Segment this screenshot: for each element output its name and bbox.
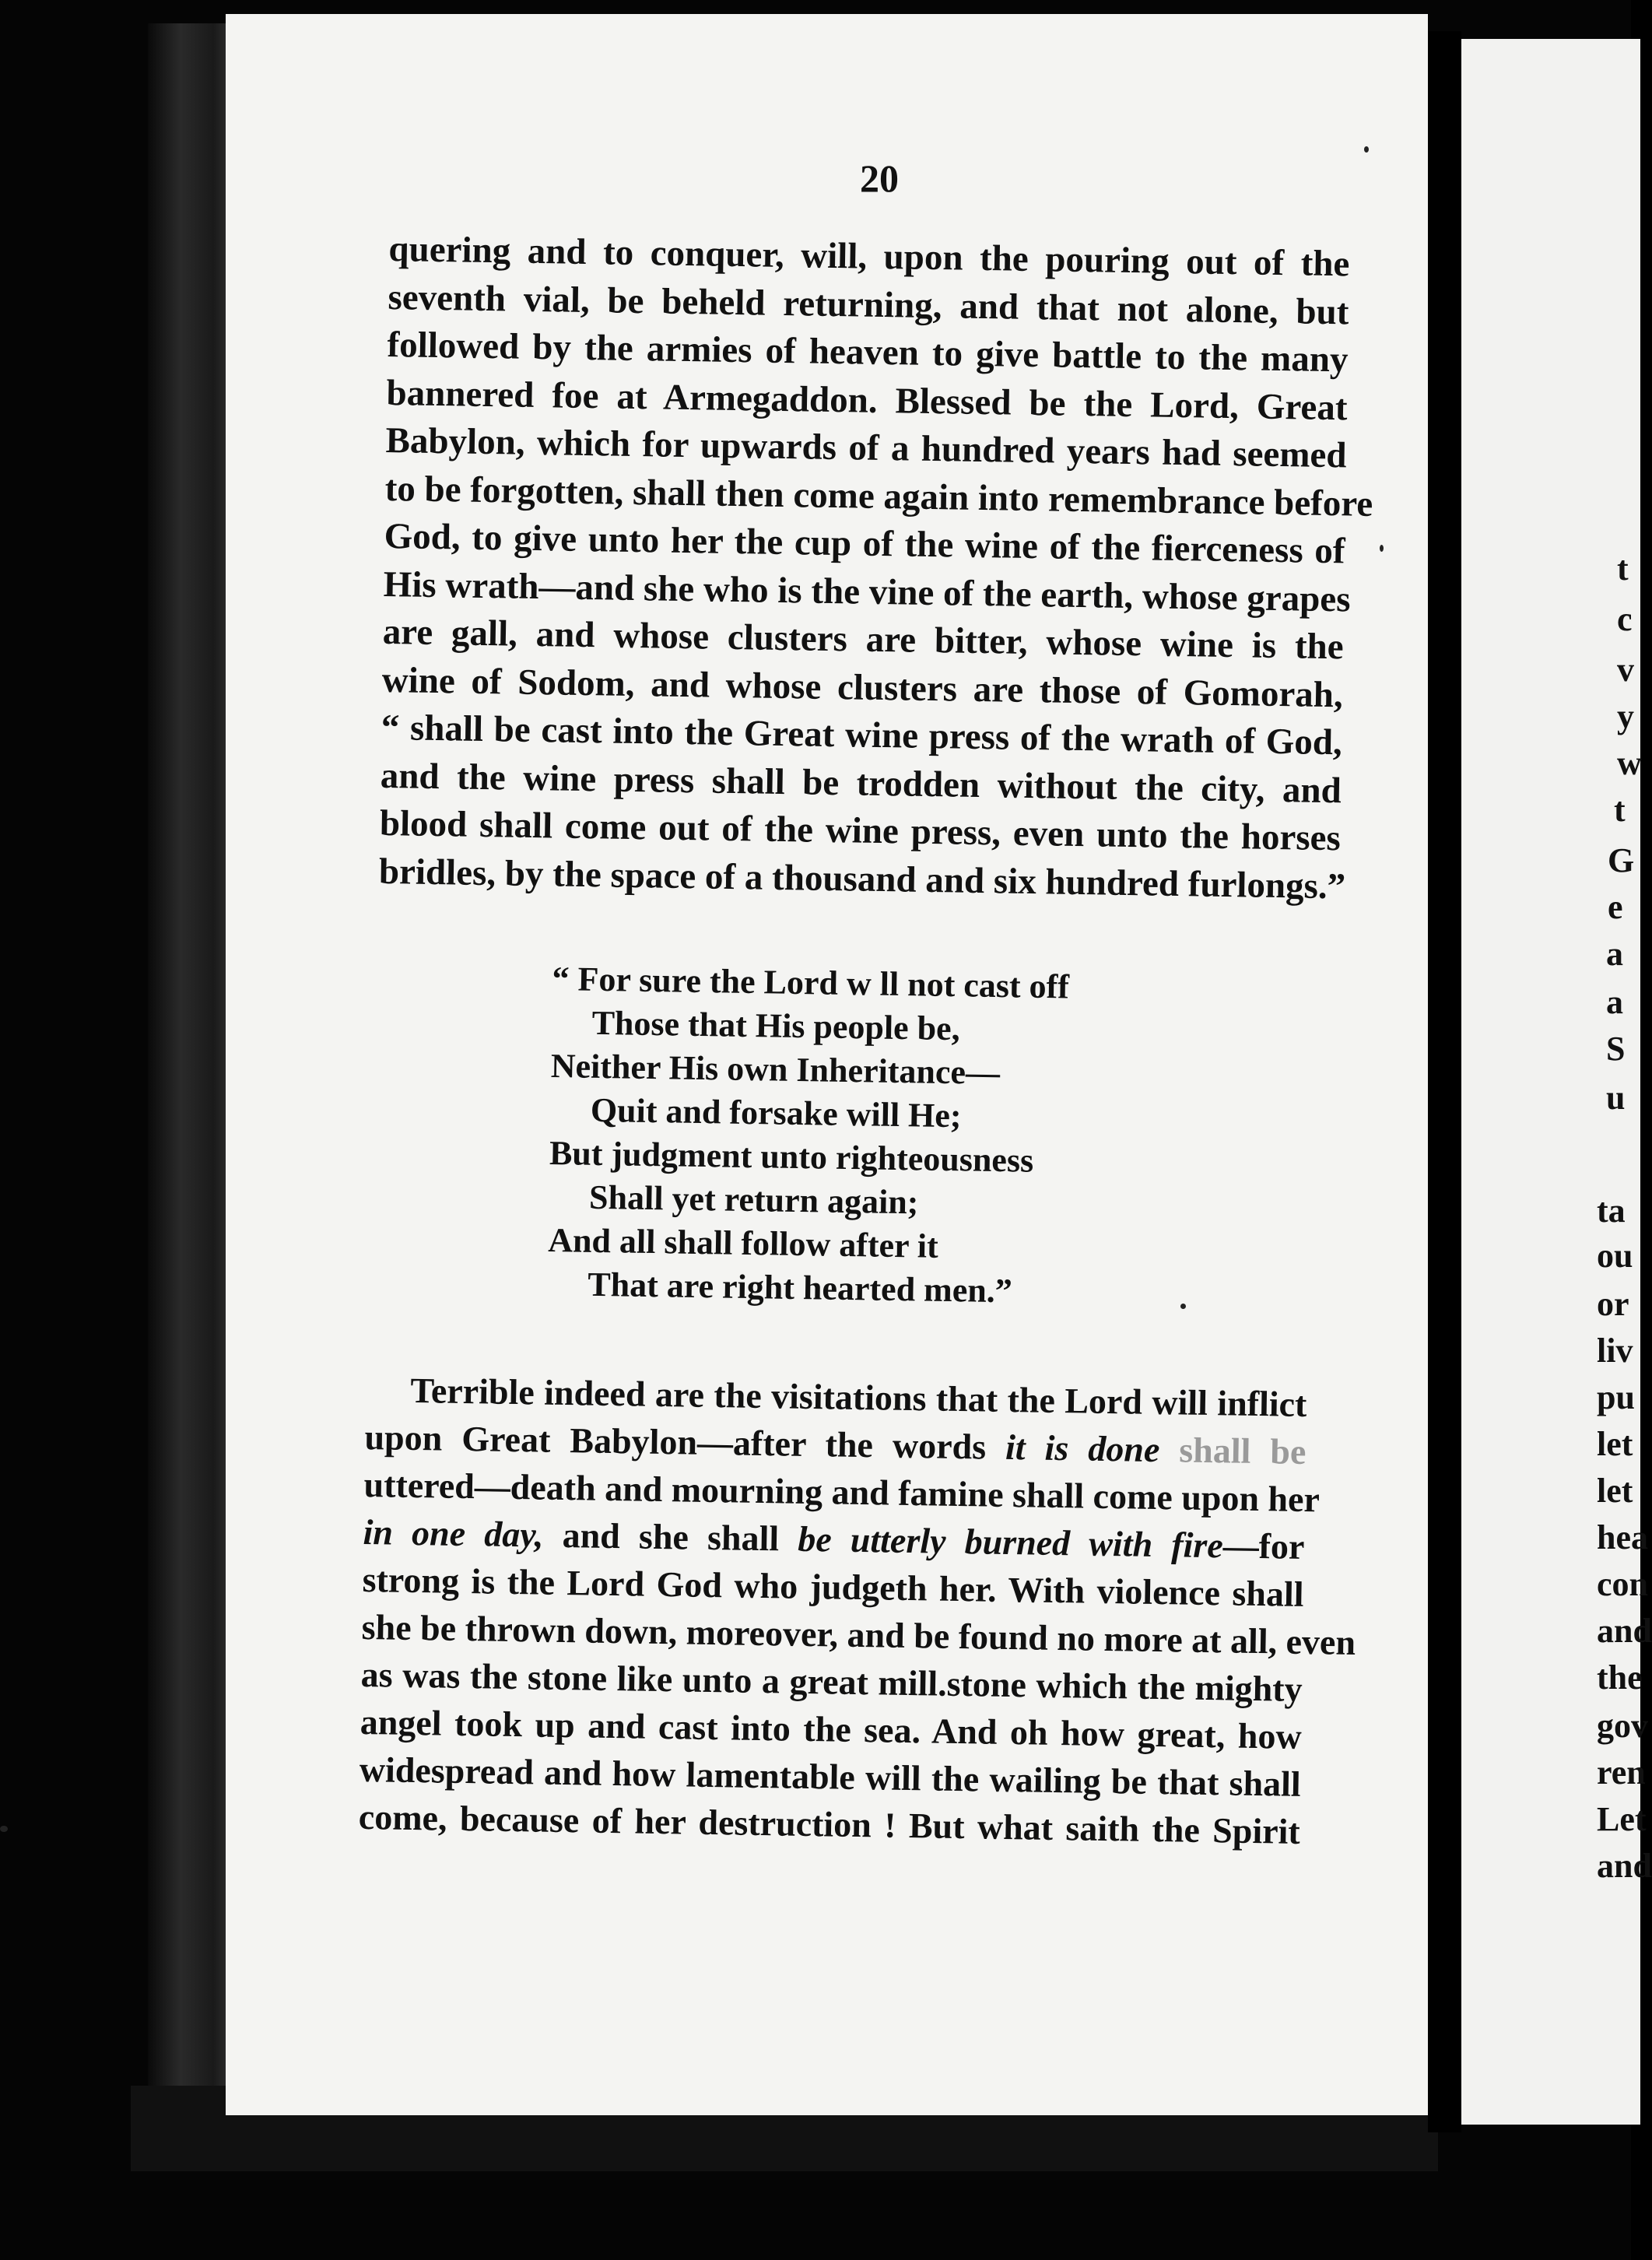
text-run: shall be bbox=[1159, 1430, 1307, 1472]
right-page-fragment: u bbox=[1606, 1079, 1626, 1117]
right-page-fragment: S bbox=[1606, 1030, 1626, 1068]
text-line: quering and to conquer, will, upon the pouring out of the bbox=[388, 228, 1350, 285]
text-line: come, because of her destruction ! But what saith the Spirit bbox=[358, 1796, 1301, 1851]
right-page-fragment: a bbox=[1606, 935, 1623, 973]
text-line: Terrible indeed are the visitations that the Lord will inflict bbox=[410, 1370, 1307, 1424]
text-line: and the wine press shall be trodden without the city, and bbox=[380, 755, 1342, 811]
right-page-fragment: e bbox=[1608, 888, 1623, 926]
poem-line: Shall yet return again; bbox=[588, 1177, 919, 1222]
text-line: to be forgotten, shall then come again into remembrance before bbox=[384, 468, 1373, 525]
right-page-fragment: let bbox=[1597, 1472, 1633, 1510]
text-line: strong is the Lord God who judgeth her. With violence shall bbox=[362, 1559, 1304, 1614]
page-gutter bbox=[1428, 31, 1461, 2132]
poem-line: But judgment unto righteousness bbox=[549, 1133, 1034, 1180]
text-line: angel took up and cast into the sea. And oh how great, how bbox=[360, 1701, 1303, 1756]
text-line: bannered foe at Armegaddon. Blessed be the Lord, Great bbox=[386, 372, 1348, 428]
right-page-fragment: or bbox=[1597, 1285, 1629, 1323]
poem-line: “ For sure the Lord w ll not cast off bbox=[552, 959, 1070, 1006]
right-page-fragment: hea bbox=[1597, 1518, 1648, 1556]
right-page-fragment: and bbox=[1597, 1847, 1652, 1885]
text-run: and she shall bbox=[543, 1514, 798, 1559]
right-page-fragment: y bbox=[1617, 697, 1634, 735]
scan-speck bbox=[0, 1826, 8, 1832]
right-page-fragment: the bbox=[1597, 1658, 1643, 1697]
right-page-fragment: con bbox=[1597, 1565, 1648, 1603]
paragraph-2 bbox=[358, 1366, 1356, 1855]
scan-speck bbox=[1180, 1304, 1186, 1309]
right-page-fragment: t bbox=[1617, 549, 1629, 588]
text-line: followed by the armies of heaven to give battle to the many bbox=[387, 324, 1349, 381]
scan-speck bbox=[1380, 545, 1384, 552]
poem-line: Those that His people be, bbox=[591, 1003, 961, 1048]
page-number: 20 bbox=[860, 156, 899, 200]
poem-quote bbox=[547, 957, 1069, 1314]
text-line: wine of Sodom, and whose clusters are those of Gomorah, bbox=[381, 659, 1344, 715]
right-page-fragment: ou bbox=[1597, 1237, 1633, 1275]
text-run: —for bbox=[1222, 1525, 1305, 1567]
right-page-fragment: w bbox=[1617, 744, 1642, 782]
text-line: as was the stone like unto a great mill.stone which the mighty bbox=[360, 1654, 1303, 1709]
right-page-fragment: c bbox=[1617, 600, 1633, 638]
right-page-fragment: a bbox=[1606, 983, 1623, 1021]
right-page-fragment: t bbox=[1614, 791, 1626, 829]
right-page-fragment: let bbox=[1597, 1425, 1633, 1463]
poem-line: Quit and forsake will He; bbox=[590, 1090, 962, 1135]
text-line: are gall, and whose clusters are bitter, whose wine is the bbox=[382, 611, 1345, 668]
text-line: she be thrown down, moreover, and be found no more at all, even bbox=[361, 1606, 1356, 1663]
text-line: God, to give unto her the cup of the wine of the fierceness of bbox=[384, 515, 1345, 572]
poem-line: And all shall follow after it bbox=[547, 1220, 939, 1265]
text-line: uttered—death and mourning and famine shall come upon her bbox=[363, 1464, 1321, 1520]
text-run: upon Great Babylon—after the words bbox=[364, 1416, 1006, 1467]
text-line: blood shall come out of the wine press, even unto the horses bbox=[379, 802, 1342, 859]
text-line: “ shall be cast into the Great wine press of the wrath of God, bbox=[381, 707, 1343, 763]
paragraph-1 bbox=[378, 226, 1373, 911]
italic-run: it is done bbox=[1005, 1427, 1160, 1470]
italic-run: in one day, bbox=[363, 1511, 544, 1555]
right-page-fragment: liv bbox=[1597, 1332, 1633, 1370]
text-line: seventh vial, be beheld returning, and that not alone, but bbox=[388, 276, 1349, 332]
right-page-fragment: ta bbox=[1597, 1191, 1626, 1230]
right-page-fragment: v bbox=[1617, 651, 1634, 689]
text-line: His wrath—and she who is the vine of the earth, whose grapes bbox=[383, 563, 1351, 619]
right-page-fragment: G bbox=[1608, 841, 1635, 879]
right-page-fragment: Let bbox=[1597, 1800, 1647, 1838]
right-page-fragment: gov bbox=[1597, 1707, 1648, 1745]
scan-speck bbox=[1364, 146, 1369, 153]
poem-line: Neither His own Inheritance— bbox=[550, 1046, 1001, 1093]
right-page-fragment: ren bbox=[1597, 1753, 1646, 1792]
poem-line: That are right hearted men.” bbox=[587, 1265, 1013, 1311]
italic-run: be utterly burned with fire bbox=[797, 1518, 1224, 1566]
right-page-fragment: and bbox=[1597, 1612, 1652, 1650]
right-page-fragment: pu bbox=[1597, 1378, 1635, 1416]
text-line: widespread and how lamentable will the wailing be that shall bbox=[359, 1749, 1302, 1804]
text-line: bridles, by the space of a thousand and six hundred furlongs.” bbox=[378, 851, 1346, 907]
text-line: Babylon, which for upwards of a hundred years had seemed bbox=[385, 419, 1347, 476]
